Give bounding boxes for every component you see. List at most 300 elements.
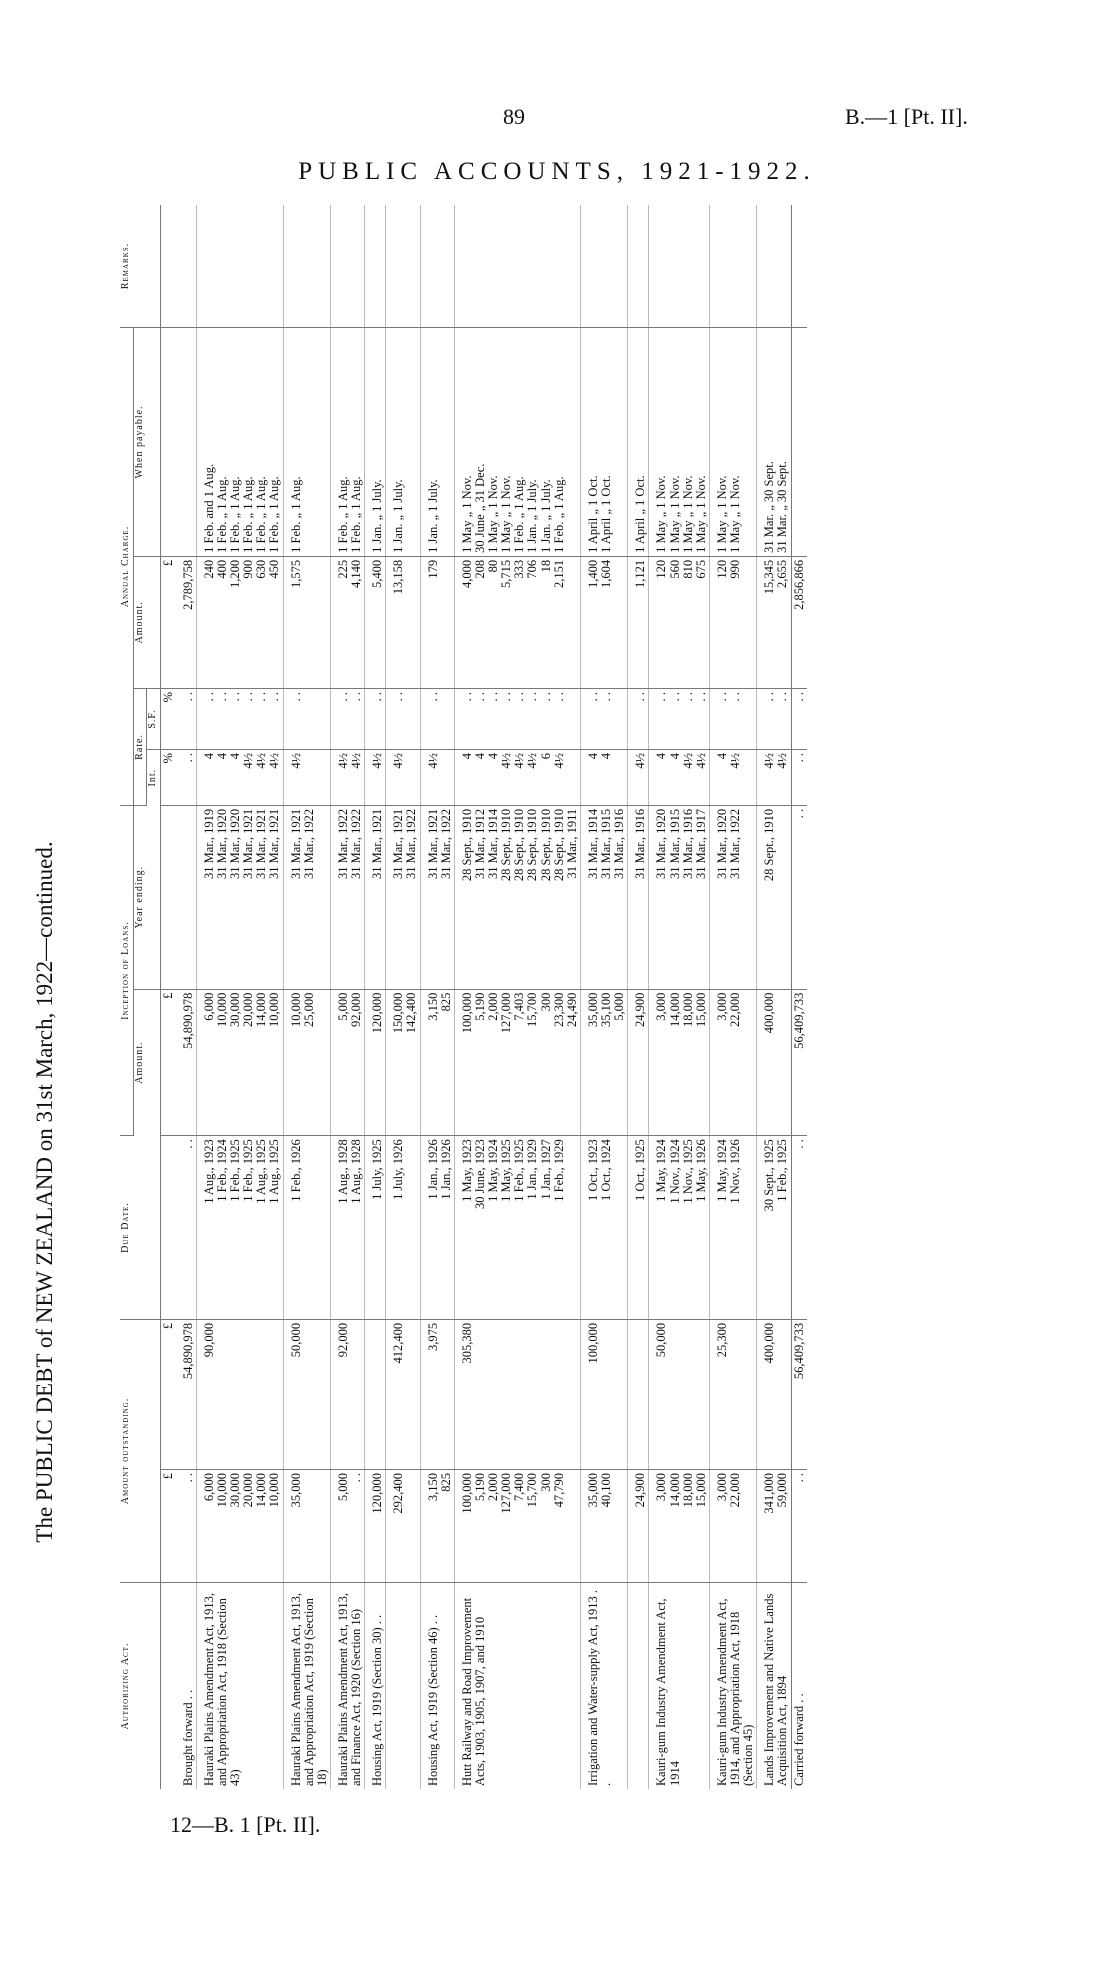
inception-amount: 3,000 <box>654 992 669 1021</box>
carried-forward-section <box>791 205 807 1789</box>
year-ending: 31 Mar., 1916 <box>633 808 648 880</box>
amount-outstanding: . . <box>349 1472 363 1483</box>
authorizing-act-cell: Lands Improvement and Native Lands Acquisition Act, 1894 <box>757 1583 791 1790</box>
sinking-fund-rate: . . <box>728 691 742 702</box>
interest-rate-cell <box>420 749 454 805</box>
inception-amount: 24,490 <box>564 992 579 1027</box>
due-date-cell <box>365 1136 386 1320</box>
interest-rate-cell <box>580 749 627 805</box>
interest-rate-cell <box>330 749 364 805</box>
inception-amount: 14,000 <box>254 992 269 1027</box>
year-ending: 28 Sept., 1910 <box>459 808 474 882</box>
carried-forward-label: Carried forward . . <box>791 1583 807 1790</box>
due-date: 1 Feb., 1925 <box>775 1139 790 1202</box>
sinking-fund-rate: . . <box>201 691 216 702</box>
when-payable: 1 Feb. „ 1 Aug. <box>228 476 242 553</box>
remarks-cell <box>628 205 649 328</box>
interest-rate: 4 <box>201 752 216 760</box>
when-payable-cell <box>420 328 454 557</box>
year-ending-cell <box>196 805 283 989</box>
due-date: 1 Feb., 1924 <box>214 1139 229 1202</box>
interest-rate-cell <box>196 749 283 805</box>
when-payable-cell <box>628 328 649 557</box>
unit-percent: % <box>160 688 176 749</box>
year-ending: 31 Mar., 1922 <box>349 808 363 880</box>
inception-amount: 92,000 <box>349 992 363 1027</box>
inception-amount: 35,000 <box>585 992 600 1027</box>
sinking-fund-rate: . . <box>214 691 229 702</box>
annual-charge-amount: 5,400 <box>370 559 385 588</box>
sinking-fund-rate: . . <box>486 691 500 702</box>
loan-group-row <box>757 205 791 1789</box>
year-ending: 31 Mar., 1922 <box>438 808 453 880</box>
loan-groups <box>176 205 791 1789</box>
amount-outstanding: 20,000 <box>241 1472 256 1508</box>
loan-group-row <box>649 205 710 1789</box>
amount-outstanding-cell <box>196 1469 283 1582</box>
sinking-fund-rate: . . <box>585 691 600 702</box>
inception-amount: 15,700 <box>525 992 540 1027</box>
document-reference: B.—1 [Pt. II]. <box>845 104 968 129</box>
authorizing-act-cell: Kauri-gum Industry Amendment Act, 1914, and Appropriation Act, 1918 (Section 45) <box>709 1583 756 1790</box>
due-date: 1 Oct., 1923 <box>585 1139 600 1201</box>
when-payable: 1 Feb. and 1 Aug. <box>201 463 216 553</box>
sinking-fund-rate: . . <box>499 691 514 702</box>
remarks-cell <box>386 205 420 328</box>
due-date: 30 June, 1923 <box>472 1139 487 1209</box>
when-payable: 1 April „ 1 Oct. <box>633 475 648 553</box>
carried-int: . . <box>791 749 807 805</box>
annual-charge-amount: 810 <box>680 559 695 579</box>
remarks-cell <box>283 205 330 328</box>
unit-pound: £ <box>160 1319 176 1469</box>
inception-amount: 10,000 <box>267 992 282 1027</box>
sinking-fund-rate: . . <box>391 691 406 702</box>
header-charge-amount: Amount. <box>133 556 160 688</box>
inception-amount-cell <box>386 989 420 1136</box>
annual-charge-amount-cell <box>649 556 710 688</box>
annual-charge-amount: 225 <box>335 559 350 579</box>
inception-amount-cell <box>709 989 756 1136</box>
when-payable: 1 Feb. „ 1 Aug. <box>214 476 229 553</box>
annual-charge-amount: 1,604 <box>599 559 613 588</box>
annual-charge-amount: 2,655 <box>775 559 790 588</box>
annual-charge-amount: 18 <box>538 559 553 573</box>
carried-sf: . . <box>791 688 807 749</box>
amount-outstanding: 14,000 <box>667 1472 682 1508</box>
outstanding-total-cell: 100,000 <box>580 1319 627 1469</box>
due-date: 1 Feb., 1925 <box>512 1139 527 1202</box>
inception-amount: 20,000 <box>241 992 256 1027</box>
interest-rate: 4½ <box>512 752 527 769</box>
sinking-fund-rate: . . <box>762 691 777 702</box>
page-heading: PUBLIC ACCOUNTS, 1921-1922. <box>298 158 816 185</box>
when-payable: 1 Feb. „ 1 Aug. <box>288 476 303 553</box>
due-date: 1 Nov., 1926 <box>728 1139 742 1204</box>
loan-group-row <box>176 205 197 1789</box>
interest-rate-cell <box>454 749 580 805</box>
outstanding-total-cell: 50,000 <box>649 1319 710 1469</box>
outstanding-total-cell: 412,400 <box>386 1319 420 1469</box>
year-ending: 28 Sept., 1910 <box>551 808 566 882</box>
amount-outstanding: 292,400 <box>391 1472 406 1514</box>
when-payable: 30 June „ 31 Dec. <box>472 463 487 553</box>
inception-amount-cell <box>176 989 197 1136</box>
interest-rate-cell <box>757 749 791 805</box>
due-date: 1 May, 1924 <box>654 1139 669 1202</box>
when-payable: 1 Jan. „ 1 July. <box>525 479 540 553</box>
inception-amount: 10,000 <box>288 992 303 1027</box>
table-title: The PUBLIC DEBT of NEW ZEALAND on 31st March, 1922—continued. <box>32 841 57 1543</box>
year-ending: 28 Sept., 1910 <box>512 808 527 882</box>
interest-rate: 4 <box>714 752 729 760</box>
when-payable: 31 Mar. „ 30 Sept. <box>762 461 777 553</box>
year-ending: 31 Mar., 1921 <box>254 808 269 880</box>
sinking-fund-rate: . . <box>693 691 708 702</box>
inception-amount-cell <box>580 989 627 1136</box>
when-payable: 1 May „ 1 Nov. <box>654 475 669 553</box>
authorizing-act-cell: Housing Act, 1919 (Section 30) . . <box>365 1583 386 1790</box>
amount-outstanding: 120,000 <box>370 1472 385 1514</box>
annual-charge-amount: 13,158 <box>391 559 406 595</box>
interest-rate: 4½ <box>775 752 790 769</box>
interest-rate: 4½ <box>762 752 777 769</box>
remarks-cell <box>330 205 364 328</box>
year-ending: 31 Mar., 1922 <box>301 808 316 880</box>
year-ending-cell <box>386 805 420 989</box>
interest-rate: 4½ <box>633 752 648 769</box>
inception-amount: 3,000 <box>714 992 729 1021</box>
interest-rate: 4½ <box>335 752 350 769</box>
annual-charge-amount: 1,400 <box>585 559 600 588</box>
outstanding-total-cell: 50,000 <box>283 1319 330 1469</box>
due-date: 1 Nov., 1925 <box>680 1139 695 1204</box>
unit-pound: £ <box>160 989 176 1136</box>
amount-outstanding: 24,900 <box>633 1472 648 1508</box>
interest-rate: 4½ <box>391 752 406 769</box>
amount-outstanding: 15,000 <box>693 1472 708 1508</box>
interest-rate: . . <box>180 752 195 763</box>
amount-outstanding: 35,000 <box>288 1472 303 1508</box>
annual-charge-amount-cell <box>709 556 756 688</box>
interest-rate: 4½ <box>693 752 708 769</box>
annual-charge-amount-cell <box>420 556 454 688</box>
when-payable: 1 May „ 1 Nov. <box>499 475 514 553</box>
year-ending-cell <box>757 805 791 989</box>
year-ending: 31 Mar., 1919 <box>201 808 216 880</box>
inception-amount: 7,403 <box>512 992 527 1021</box>
due-date-cell <box>580 1136 627 1320</box>
due-date: 1 July, 1925 <box>370 1139 385 1200</box>
year-ending-cell <box>709 805 756 989</box>
inception-amount: 15,000 <box>693 992 708 1027</box>
authorizing-act-cell <box>386 1583 420 1790</box>
due-date: 1 Feb., 1925 <box>241 1139 256 1202</box>
due-date-cell <box>628 1136 649 1320</box>
annual-charge-amount-cell <box>330 556 364 688</box>
due-date-cell <box>176 1136 197 1320</box>
sinking-fund-rate-cell <box>709 688 756 749</box>
year-ending: 31 Mar., 1916 <box>680 808 695 880</box>
sinking-fund-rate: . . <box>714 691 729 702</box>
annual-charge-amount-cell <box>176 556 197 688</box>
sinking-fund-rate: . . <box>551 691 566 702</box>
header-rate: Rate. <box>133 688 147 805</box>
header-when-payable: When payable. <box>133 328 160 557</box>
annual-charge-amount: 4,140 <box>349 559 363 588</box>
sinking-fund-rate-cell <box>580 688 627 749</box>
sinking-fund-rate: . . <box>633 691 648 702</box>
loan-group-row <box>580 205 627 1789</box>
when-payable-cell <box>454 328 580 557</box>
when-payable-cell <box>196 328 283 557</box>
annual-charge-amount: 333 <box>512 559 527 579</box>
outstanding-total-cell <box>365 1319 386 1469</box>
units-row <box>160 205 176 1789</box>
amount-outstanding: 5,000 <box>335 1472 350 1502</box>
amount-outstanding-cell <box>176 1469 197 1582</box>
due-date: 1 Oct., 1925 <box>633 1139 648 1201</box>
due-date-cell <box>283 1136 330 1320</box>
amount-outstanding: 15,700 <box>525 1472 540 1508</box>
interest-rate: 4 <box>214 752 229 760</box>
inception-amount-cell <box>649 989 710 1136</box>
amount-outstanding: 341,000 <box>762 1472 777 1514</box>
remarks-cell <box>176 205 197 328</box>
due-date: 30 Sept., 1925 <box>762 1139 777 1212</box>
sinking-fund-rate: . . <box>459 691 474 702</box>
interest-rate: 4 <box>667 752 682 760</box>
remarks-cell <box>709 205 756 328</box>
carried-amounts: . . <box>791 1469 807 1582</box>
inception-amount-cell <box>365 989 386 1136</box>
year-ending: 31 Mar., 1921 <box>241 808 256 880</box>
sinking-fund-rate: . . <box>288 691 303 702</box>
annual-charge-amount-cell <box>454 556 580 688</box>
header-sf: S.F. <box>147 688 161 749</box>
interest-rate: 4 <box>486 752 500 760</box>
interest-rate: 4 <box>585 752 600 760</box>
sinking-fund-rate-cell <box>649 688 710 749</box>
annual-charge-amount: 120 <box>654 559 669 579</box>
year-ending-cell <box>580 805 627 989</box>
interest-rate: 4 <box>459 752 474 760</box>
remarks-cell <box>196 205 283 328</box>
year-ending: 31 Mar., 1915 <box>599 808 613 880</box>
interest-rate: 4½ <box>254 752 269 769</box>
unit-pound: £ <box>160 556 176 688</box>
amount-outstanding: 5,190 <box>472 1472 487 1502</box>
inception-amount: 54,890,978 <box>180 992 195 1049</box>
annual-charge-amount-cell <box>283 556 330 688</box>
due-date: 1 Feb., 1926 <box>288 1139 303 1202</box>
inception-amount-cell <box>757 989 791 1136</box>
header-due-date: Due Date. <box>120 1136 160 1320</box>
when-payable-cell <box>365 328 386 557</box>
annual-charge-amount: 1,575 <box>288 559 303 588</box>
due-date-cell <box>420 1136 454 1320</box>
sinking-fund-rate: . . <box>654 691 669 702</box>
amount-outstanding: 35,000 <box>585 1472 600 1508</box>
authorizing-act-cell: Hauraki Plains Amendment Act, 1913, and Appropriation Act, 1918 (Section 43) <box>196 1583 283 1790</box>
due-date: 1 May, 1924 <box>486 1139 500 1202</box>
due-date: 1 Jan., 1929 <box>525 1139 540 1200</box>
when-payable: 1 Feb. „ 1 Aug. <box>551 476 566 553</box>
amount-outstanding: 3,150 <box>425 1472 440 1502</box>
year-ending-cell <box>454 805 580 989</box>
year-ending: 28 Sept., 1910 <box>762 808 777 882</box>
when-payable-cell <box>283 328 330 557</box>
annual-charge-amount: 675 <box>693 559 708 579</box>
amount-outstanding: 3,000 <box>654 1472 669 1502</box>
remarks-cell <box>757 205 791 328</box>
annual-charge-amount: 630 <box>254 559 269 579</box>
sinking-fund-rate-cell <box>454 688 580 749</box>
sinking-fund-rate-cell <box>365 688 386 749</box>
due-date: . . <box>180 1139 195 1149</box>
due-date: 1 Aug., 1928 <box>335 1139 350 1204</box>
year-ending-cell <box>420 805 454 989</box>
when-payable-cell <box>649 328 710 557</box>
inception-amount: 23,300 <box>551 992 566 1027</box>
inception-amount: 14,000 <box>667 992 682 1027</box>
inception-amount-cell <box>420 989 454 1136</box>
year-ending: 31 Mar., 1914 <box>585 808 600 880</box>
when-payable: 1 May „ 1 Nov. <box>667 475 682 553</box>
amount-outstanding-cell <box>649 1469 710 1582</box>
due-date: 1 Oct., 1924 <box>599 1139 613 1201</box>
header-remarks: Remarks. <box>120 205 160 328</box>
amount-outstanding: 2,000 <box>486 1472 500 1502</box>
when-payable: 1 Feb. „ 1 Aug. <box>254 476 269 553</box>
amount-outstanding: 825 <box>438 1472 453 1492</box>
authorizing-act-cell: Hauraki Plains Amendment Act, 1913, and Finance Act, 1920 (Section 16) <box>330 1583 364 1790</box>
amount-outstanding: 47,790 <box>551 1472 566 1508</box>
amount-outstanding: 7,400 <box>512 1472 527 1502</box>
year-ending: 28 Sept., 1910 <box>499 808 514 882</box>
due-date-cell <box>454 1136 580 1320</box>
year-ending: 31 Mar., 1920 <box>228 808 242 880</box>
annual-charge-amount-cell <box>580 556 627 688</box>
amount-outstanding: 59,000 <box>775 1472 790 1508</box>
when-payable: 1 Feb. „ 1 Aug. <box>512 476 527 553</box>
annual-charge-amount: 2,151 <box>551 559 566 588</box>
sinking-fund-rate: . . <box>335 691 350 702</box>
year-ending-cell <box>176 805 197 989</box>
inception-amount: 825 <box>438 992 453 1012</box>
interest-rate: 4½ <box>680 752 695 769</box>
interest-rate: 4½ <box>370 752 385 769</box>
header-inception-amount: Amount. <box>133 989 160 1136</box>
year-ending: 31 Mar., 1921 <box>425 808 440 880</box>
interest-rate: 4½ <box>425 752 440 769</box>
amount-outstanding-cell <box>420 1469 454 1582</box>
header-authorizing-act: Authorizing Act. <box>120 1583 160 1790</box>
amount-outstanding: 127,000 <box>499 1472 514 1514</box>
when-payable-cell <box>330 328 364 557</box>
annual-charge-amount: 2,789,758 <box>180 559 195 610</box>
due-date: 1 May, 1923 <box>459 1139 474 1202</box>
when-payable: 1 May „ 1 Nov. <box>693 475 708 553</box>
sinking-fund-rate: . . <box>241 691 256 702</box>
outstanding-total-cell: 90,000 <box>196 1319 283 1469</box>
sinking-fund-rate: . . <box>538 691 553 702</box>
amount-outstanding: 300 <box>538 1472 553 1492</box>
header-year-ending: Year ending. <box>133 805 160 989</box>
header-amount-outstanding: Amount outstanding. <box>120 1319 160 1582</box>
authorizing-act-cell: Housing Act, 1919 (Section 46) . . <box>420 1583 454 1790</box>
due-date-cell <box>196 1136 283 1320</box>
sinking-fund-rate: . . <box>180 691 195 702</box>
when-payable: 1 May „ 1 Nov. <box>459 475 474 553</box>
due-date: 1 Jan., 1926 <box>425 1139 440 1200</box>
amount-outstanding-cell <box>628 1469 649 1582</box>
interest-rate: 4½ <box>349 752 363 769</box>
loan-group-row <box>365 205 386 1789</box>
amount-outstanding: 10,000 <box>214 1472 229 1508</box>
outstanding-total-cell: 25,300 <box>709 1319 756 1469</box>
interest-rate: 4½ <box>499 752 514 769</box>
when-payable: 1 Jan. „ 1 July. <box>425 479 440 553</box>
year-ending: 31 Mar., 1920 <box>714 808 729 880</box>
carried-due: . . <box>791 1136 807 1320</box>
year-ending: 28 Sept., 1910 <box>538 808 553 882</box>
sinking-fund-rate-cell <box>176 688 197 749</box>
when-payable-cell <box>176 328 197 557</box>
amount-outstanding: 3,000 <box>714 1472 729 1502</box>
interest-rate-cell <box>176 749 197 805</box>
carried-inception-amount: 56,409,733 <box>791 989 807 1136</box>
sinking-fund-rate: . . <box>228 691 242 702</box>
due-date: 1 Feb., 1925 <box>228 1139 242 1202</box>
year-ending: 31 Mar., 1922 <box>335 808 350 880</box>
amount-outstanding: 40,100 <box>599 1472 613 1508</box>
authorizing-act-cell: Irrigation and Water-supply Act, 1913 . . <box>580 1583 627 1790</box>
annual-charge-amount: 208 <box>472 559 487 579</box>
annual-charge-amount: 120 <box>714 559 729 579</box>
sinking-fund-rate: . . <box>425 691 440 702</box>
carried-total: 56,409,733 <box>791 1319 807 1469</box>
year-ending: 28 Sept., 1910 <box>525 808 540 882</box>
when-payable-cell <box>580 328 627 557</box>
year-ending: 31 Mar., 1922 <box>404 808 419 880</box>
amount-outstanding: 10,000 <box>267 1472 282 1508</box>
year-ending: 31 Mar., 1912 <box>472 808 487 880</box>
year-ending: 31 Mar., 1921 <box>391 808 406 880</box>
loan-group-row <box>420 205 454 1789</box>
amount-outstanding-cell <box>330 1469 364 1582</box>
header-inception: Inception of Loans. <box>120 805 133 1135</box>
year-ending: 31 Mar., 1914 <box>486 808 500 880</box>
year-ending: 31 Mar., 1915 <box>667 808 682 880</box>
public-debt-table-area <box>120 205 972 1789</box>
when-payable: 1 Feb. „ 1 Aug. <box>267 476 282 553</box>
due-date-cell <box>709 1136 756 1320</box>
inception-amount: 18,000 <box>680 992 695 1027</box>
annual-charge-amount: 400 <box>214 559 229 579</box>
due-date: 1 Aug., 1928 <box>349 1139 363 1204</box>
annual-charge-amount: 706 <box>525 559 540 579</box>
authorizing-act-cell <box>628 1583 649 1790</box>
due-date: 1 Aug., 1925 <box>254 1139 269 1204</box>
inception-amount: 3,150 <box>425 992 440 1021</box>
unit-pound: £ <box>160 1469 176 1582</box>
loan-group-row <box>386 205 420 1789</box>
inception-amount: 24,900 <box>633 992 648 1027</box>
due-date: 1 May, 1924 <box>714 1139 729 1202</box>
sinking-fund-rate: . . <box>599 691 613 702</box>
carried-charge: 2,856,866 <box>791 556 807 688</box>
